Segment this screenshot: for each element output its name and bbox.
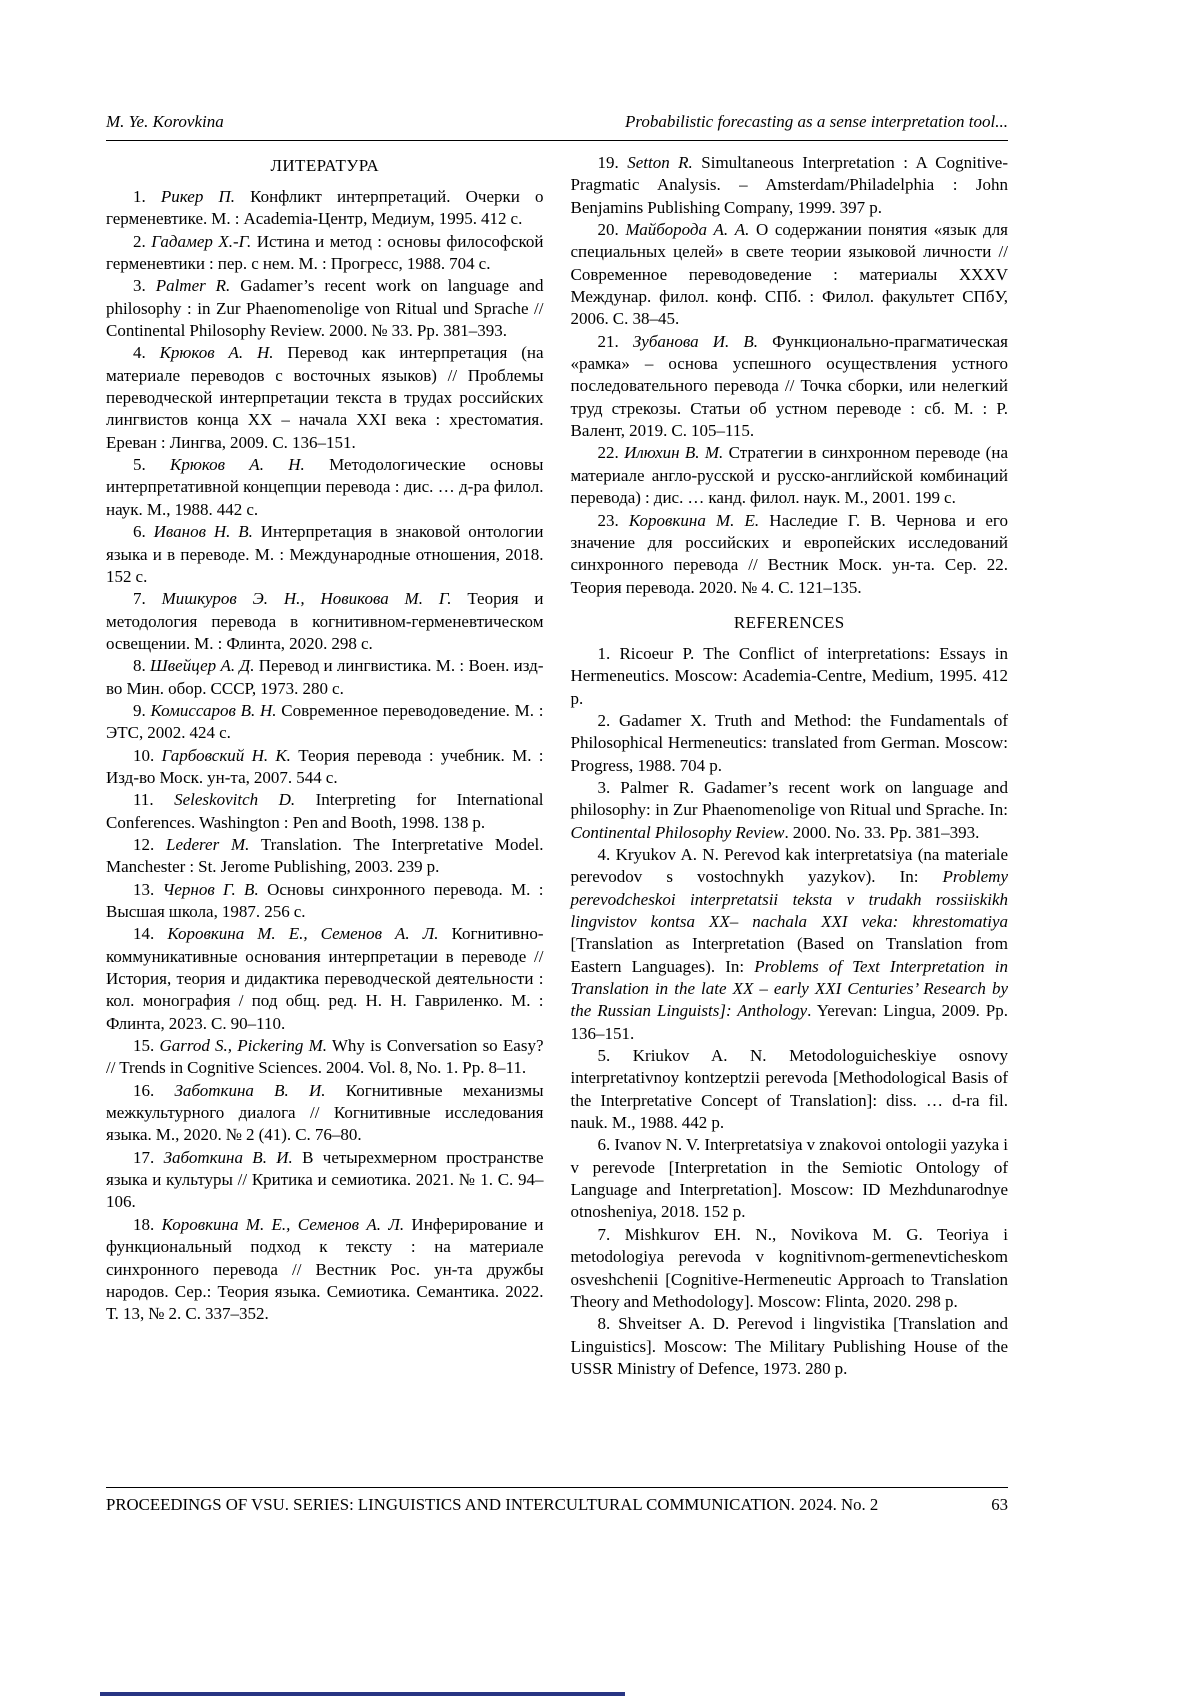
reference-entry: 15. Garrod S., Pickering M. Why is Conversation so Easy? // Trends in Cognitive Sciences. 2004. Vol. 8, No. 1. Pp. 8–11. <box>106 1036 544 1078</box>
running-head <box>106 112 1008 132</box>
reference-entry: 7. Мишкуров Э. Н., Новикова М. Г. Теория и методология перевода в когнитивном-герменевтическом освещении. М. : Флинта, 2020. 298 с. <box>106 589 544 653</box>
reference-entry: 21. Зубанова И. В. Функционально-прагматическая «рамка» – основа успешного осуществления устного последовательного перевода // Точка сборки, или нелегкий труд стрекозы. Статьи об устном переводе : сб. М. : Р. Валент, 2019. С. 105–115. <box>570 331 1008 441</box>
page-number: 63 <box>991 1495 1008 1514</box>
reference-entry: 3. Palmer R. Gadamer’s recent work on language and philosophy: in Zur Phaenomenolige von Ritual und Sprache. In: Continental Philosophy Review. 2000. No. 33. Pp. 381–393. <box>570 777 1008 842</box>
reference-entry: 8. Швейцер А. Д. Перевод и лингвистика. М. : Воен. изд-во Мин. обор. СССР, 1973. 280 с. <box>106 656 544 698</box>
reference-entry: 14. Коровкина М. Е., Семенов А. Л. Когнитивно-коммуникативные основания интерпретации в переводе // История, теория и дидактика переводческой деятельности : кол. монография / под общ. ред. Н. Н. Гавриленко. М. : Флинта, 2023. С. 90–110. <box>106 924 544 1033</box>
reference-entry: 7. Mishkurov EH. N., Novikova M. G. Teoriya i metodologiya perevoda v kognitivnom-germenevticheskom osveshchenii [Cognitive-Hermeneutic Approach to Translation Theory and Methodology]. Moscow: Flinta, 2020. 298 p. <box>570 1224 1008 1311</box>
references-list <box>571 643 1009 1380</box>
page-footer <box>106 1487 1008 1515</box>
reference-entry: 9. Комиссаров В. Н. Современное переводоведение. М. : ЭТС, 2002. 424 с. <box>106 700 544 743</box>
literatura-list-left <box>106 186 544 1326</box>
literatura-list-right <box>571 152 1009 599</box>
reference-entry: 11. Seleskovitch D. Interpreting for International Conferences. Washington : Pen and Booth, 1998. 138 p. <box>106 790 544 832</box>
right-column <box>571 152 1009 1380</box>
reference-entry: 5. Kriukov A. N. Metodologuicheskiye osnovy interpretativnoy kontzeptzii perevoda [Methodological Basis of the Interpretative Concept of Translation]: diss. … d-ra fil. nauk. M., 1988. 442 p. <box>570 1046 1008 1133</box>
references-heading: REFERENCES <box>733 612 845 632</box>
footer-line <box>106 1488 1008 1515</box>
reference-columns <box>106 152 1008 1380</box>
reference-entry: 3. Palmer R. Gadamer’s recent work on language and philosophy : in Zur Phaenomenolige von Ritual und Sprache // Continental Philosophy Review. 2000. № 33. Pp. 381–393. <box>106 276 544 341</box>
reference-entry: 1. Рикер П. Конфликт интерпретаций. Очерки о герменевтике. М. : Academia-Центр, Медиум, 1995. 412 с. <box>106 187 544 229</box>
reference-entry: 16. Заботкина В. И. Когнитивные механизмы межкультурного диалога // Когнитивные исследования языка. М., 2020. № 2 (41). С. 76–80. <box>106 1080 544 1145</box>
reference-entry: 5. Крюков А. Н. Методологические основы интерпретативной концепции перевода : дис. … д-ра филол. наук. М., 1988. 442 с. <box>106 455 544 519</box>
reference-entry: 10. Гарбовский Н. К. Теория перевода : учебник. М. : Изд-во Моск. ун-та, 2007. 544 с. <box>106 745 544 787</box>
reference-entry: 23. Коровкина М. Е. Наследие Г. В. Чернова и его значение для российских и европейских исследований синхронного перевода // Вестник Моск. ун-та. Сер. 22. Теория перевода. 2020. № 4. С. 121–135. <box>570 510 1008 597</box>
reference-entry: 4. Kryukov A. N. Perevod kak interpretatsiya (na materiale perevodov s vostochnykh yazykov). In: Problemy perevodcheskoi interpretatsii teksta v trudakh rossiiskikh lingvistov kontsa XX– nachala XXI veka: khrestomatiya [Translation as Interpretation (Based on Translation from Eastern Languages). In: Problems of Text Interpretation in Translation in the late XX – early XXI Centuries’ Research by the Russian Linguists]: Anthology. Yerevan: Lingua, 2009. Pp. 136–151. <box>570 844 1008 1043</box>
page-edge-bar <box>100 1692 625 1696</box>
reference-entry: 22. Илюхин В. М. Стратегии в синхронном переводе (на материале англо-русской и русско-английской комбинаций перевода) : дис. … канд. филол. наук. М., 2001. 199 с. <box>570 443 1008 508</box>
reference-entry: 6. Ivanov N. V. Interpretatsiya v znakovoi ontologii yazyka i v perevode [Interpretation in the Semiotic Ontology of Language and Interpretation]. Moscow: ID Mezhdunarodnye otnosheniya, 2018. 152 p. <box>570 1135 1008 1222</box>
reference-entry: 13. Чернов Г. В. Основы синхронного перевода. М. : Высшая школа, 1987. 256 с. <box>106 879 544 921</box>
reference-entry: 1. Ricoeur P. The Conflict of interpretations: Essays in Hermeneutics. Moscow: Academia-Centre, Medium, 1995. 412 p. <box>570 643 1008 708</box>
header-rule <box>106 140 1008 141</box>
reference-entry: 8. Shveitser A. D. Perevod i lingvistika [Translation and Linguistics]. Moscow: The Military Publishing House of the USSR Ministry of Defence, 1973. 280 p. <box>570 1314 1008 1378</box>
literatura-heading: ЛИТЕРАТУРА <box>270 156 380 175</box>
reference-entry: 17. Заботкина В. И. В четырехмерном пространстве языка и культуры // Критика и семиотика. 2021. № 1. С. 94–106. <box>106 1147 544 1212</box>
running-head-author: M. Ye. Korovkina <box>106 112 224 131</box>
reference-entry: 20. Майборода А. А. О содержании понятия «язык для специальных целей» в свете теории языковой личности // Современное переводоведение : материалы XXXV Междунар. филол. конф. СПб. : Филол. факультет СПбУ, 2006. С. 38–45. <box>570 220 1008 329</box>
reference-entry: 4. Крюков А. Н. Перевод как интерпретация (на материале переводов с восточных языков) // Проблемы переводческой интерпретации текста в трудах российских лингвистов конца XX – начала XXI века : хрестоматия. Ереван : Лингва, 2009. С. 136–151. <box>106 343 544 452</box>
reference-entry: 19. Setton R. Simultaneous Interpretation : A Cognitive-Pragmatic Analysis. – Amsterdam/Philadelphia : John Benjamins Publishing Company, 1999. 397 p. <box>570 153 1008 217</box>
reference-entry: 2. Gadamer X. Truth and Method: the Fundamentals of Philosophical Hermeneutics: translated from German. Moscow: Progress, 1988. 704 p. <box>570 710 1008 775</box>
reference-entry: 2. Гадамер Х.-Г. Истина и метод : основы философской герменевтики : пер. с нем. М. : Прогресс, 1988. 704 с. <box>106 231 544 274</box>
reference-entry: 18. Коровкина М. Е., Семенов А. Л. Инферирование и функциональный подход к тексту : на материале синхронного перевода // Вестник Рос. ун-та дружбы народов. Сер.: Теория языка. Семиотика. Семантика. 2022. Т. 13, № 2. С. 337–352. <box>106 1214 544 1324</box>
running-head-title: Probabilistic forecasting as a sense interpretation tool... <box>625 112 1008 131</box>
left-column <box>106 152 544 1380</box>
reference-entry: 6. Иванов Н. В. Интерпретация в знаковой онтологии языка и в переводе. М. : Международные отношения, 2018. 152 с. <box>106 522 544 586</box>
footer-journal-title: PROCEEDINGS OF VSU. SERIES: LINGUISTICS AND INTERCULTURAL COMMUNICATION. 2024. No. 2 <box>106 1495 879 1514</box>
reference-entry: 12. Lederer M. Translation. The Interpretative Model. Manchester : St. Jerome Publishing, 2003. 239 p. <box>106 834 544 877</box>
